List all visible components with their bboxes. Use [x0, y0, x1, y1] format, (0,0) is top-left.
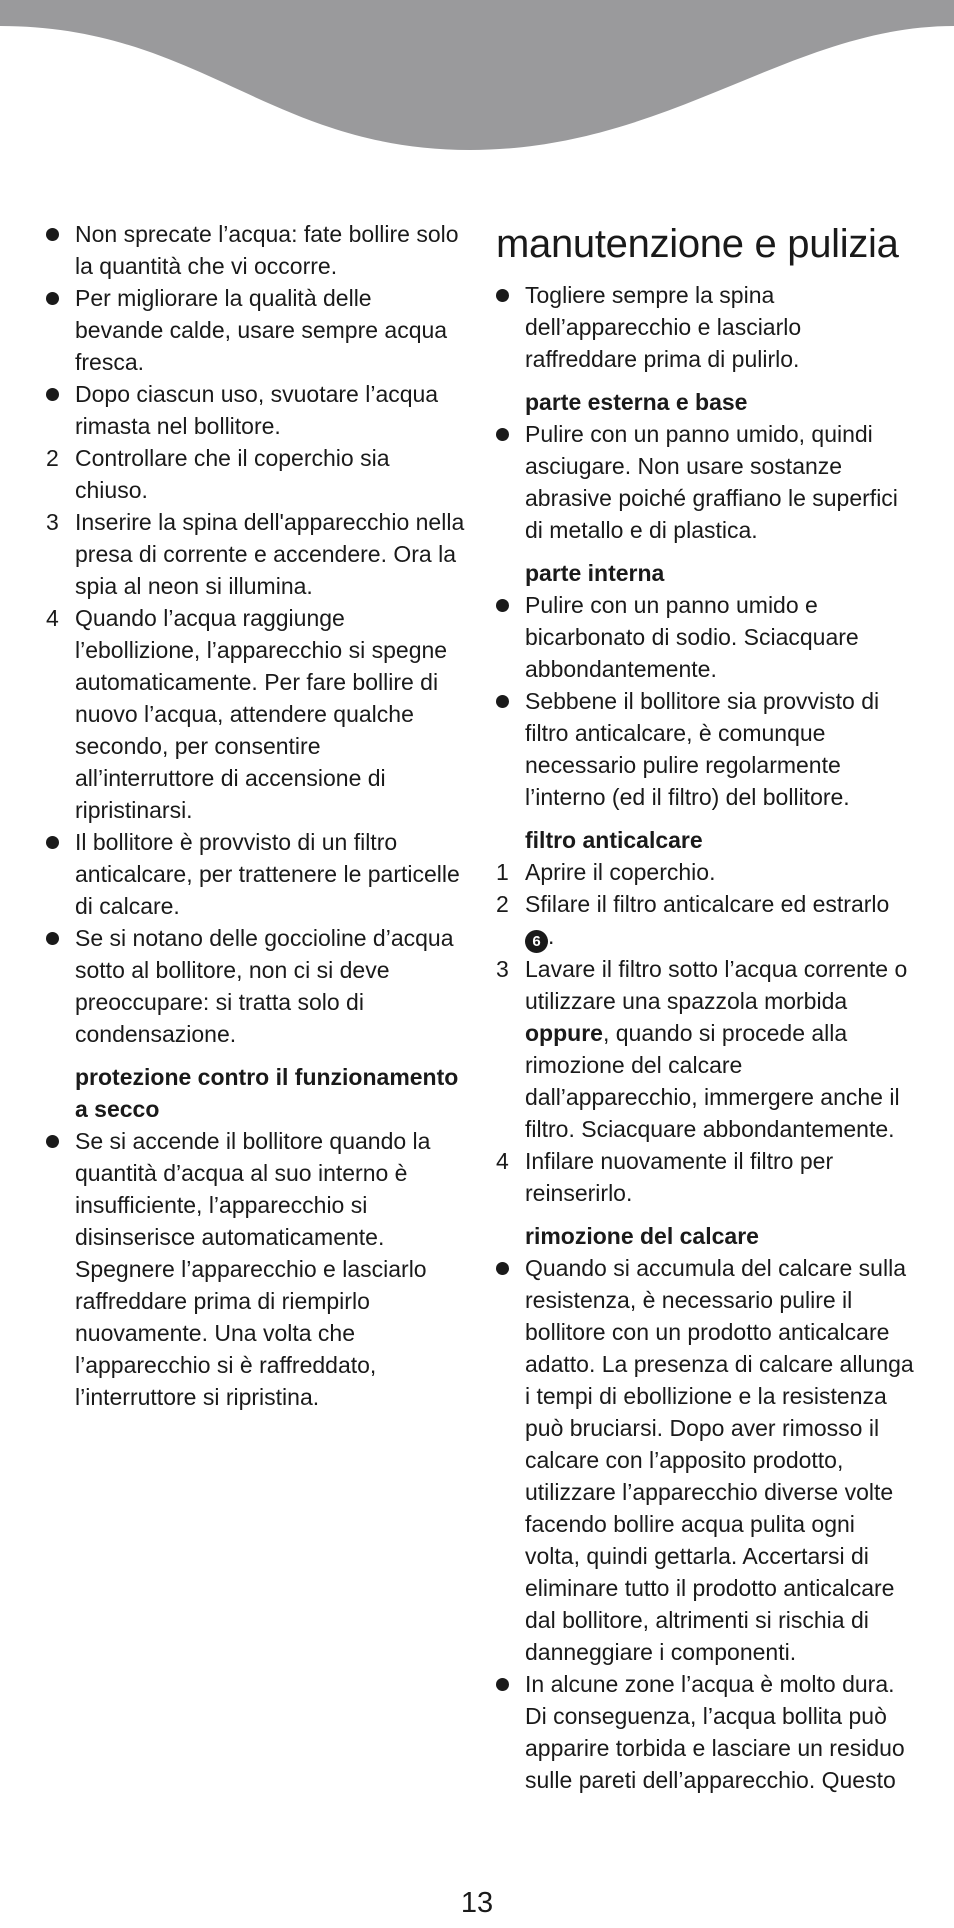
- filter-step-3: [496, 953, 916, 1145]
- step-number: 3: [46, 509, 59, 535]
- filter-step-3-text-post: , quando si procede alla rimozione del calcare dall’apparecchio, immergere anche il filtro. Sciacquare abbondantemente.: [525, 1020, 900, 1142]
- section-title: manutenzione e pulizia: [496, 222, 899, 266]
- page-number: 13: [460, 1887, 494, 1919]
- step-number: 2: [496, 891, 509, 917]
- list-item: [46, 282, 466, 378]
- interior-item-2: [496, 685, 916, 813]
- step-number: 2: [46, 445, 59, 471]
- dry-boil-item: [46, 1125, 466, 1413]
- step-number: 4: [496, 1148, 509, 1174]
- period: .: [548, 923, 555, 949]
- list-item: [46, 922, 466, 1050]
- filter-step-2: [496, 888, 916, 953]
- filter-step-1-text: Aprire il coperchio.: [525, 859, 716, 885]
- list-item-text: Per migliorare la qualità delle bevande calde, usare sempre acqua fresca.: [75, 285, 448, 375]
- header-wave-shape: [0, 0, 954, 150]
- descale-item-2: [496, 1668, 916, 1796]
- list-item: [46, 378, 466, 442]
- right-column: [496, 218, 916, 1796]
- filter-heading: filtro anticalcare: [525, 827, 703, 853]
- dry-boil-text: Se si accende il bollitore quando la quantità d’acqua al suo interno è insufficiente, l’apparecchio si disinserisce automaticamente. Spegnere l’apparecchio e lasciarlo raffreddare prima di riempirlo nuovamente. Una volta che l’apparecchio si è raffreddato, l’interruttore si ripristina.: [75, 1128, 431, 1410]
- list-item-text: Quando l’acqua raggiunge l’ebollizione, l’apparecchio si spegne automaticamente. Per fare bollire di nuovo l’acqua, attendere qualche secondo, per consentire all’interruttore di accensione di ripristinarsi.: [75, 605, 448, 823]
- step-number: 1: [496, 859, 509, 885]
- intro-text: Togliere sempre la spina dell’apparecchio e lasciarlo raffreddare prima di pulirlo.: [525, 282, 802, 372]
- descale-item-1: [496, 1252, 916, 1668]
- list-item-text: Non sprecate l’acqua: fate bollire solo la quantità che vi occorre.: [75, 221, 459, 279]
- exterior-heading: parte esterna e base: [525, 389, 748, 415]
- descale-heading: rimozione del calcare: [525, 1223, 759, 1249]
- step-number: 3: [496, 956, 509, 982]
- filter-step-1: [496, 856, 916, 888]
- descale-text-1: Quando si accumula del calcare sulla resistenza, è necessario pulire il bollitore con un prodotto anticalcare adatto. La presenza di calcare allunga i tempi di ebollizione e la resistenza può bruciarsi. Dopo aver rimosso il calcare con l’apposito prodotto, utilizzare l’apparecchio diverse volte facendo bollire acqua pulita ogni volta, quindi gettarla. Accertarsi di eliminare tutto il prodotto anticalcare dal bollitore, altrimenti si rischia di danneggiare i componenti.: [525, 1255, 914, 1665]
- interior-text-1: Pulire con un panno umido e bicarbonato di sodio. Sciacquare abbondantemente.: [525, 592, 859, 682]
- interior-heading: parte interna: [525, 560, 665, 586]
- filter-step-4: [496, 1145, 916, 1209]
- list-item: [46, 826, 466, 922]
- dry-boil-heading: protezione contro il funzionamento a secco: [75, 1064, 459, 1122]
- figure-ref-icon: 6: [525, 930, 548, 953]
- list-item-text: Controllare che il coperchio sia chiuso.: [75, 445, 390, 503]
- list-item-text: Il bollitore è provvisto di un filtro anticalcare, per trattenere le particelle di calcare.: [75, 829, 460, 919]
- list-item-text: Se si notano delle goccioline d’acqua sotto al bollitore, non ci si deve preoccupare: si tratta solo di condensazione.: [75, 925, 454, 1047]
- filter-step-3-text-pre: Lavare il filtro sotto l’acqua corrente o utilizzare una spazzola morbida: [525, 956, 908, 1014]
- list-item: [46, 218, 466, 282]
- exterior-text: Pulire con un panno umido, quindi asciugare. Non usare sostanze abrasive poiché graffiano le superfici di metallo e di plastica.: [525, 421, 898, 543]
- intro-item: [496, 279, 916, 375]
- list-item-text: Dopo ciascun uso, svuotare l’acqua rimasta nel bollitore.: [75, 381, 439, 439]
- list-item: [46, 506, 466, 602]
- filter-step-4-text: Infilare nuovamente il filtro per reinserirlo.: [525, 1148, 834, 1206]
- left-item-list: [46, 218, 466, 1050]
- list-item: [46, 602, 466, 826]
- filter-step-3-bold: oppure: [525, 1020, 603, 1046]
- step-number: 4: [46, 605, 59, 631]
- descale-text-2: In alcune zone l’acqua è molto dura. Di conseguenza, l’acqua bollita può apparire torbida e lasciare un residuo sulle pareti dell’apparecchio. Questo: [525, 1671, 905, 1793]
- list-item-text: Inserire la spina dell'apparecchio nella presa di corrente e accendere. Ora la spia al neon si illumina.: [75, 509, 465, 599]
- header-wave: [0, 0, 954, 160]
- left-column: [46, 218, 466, 1413]
- exterior-item: [496, 418, 916, 546]
- filter-step-2-text: Sfilare il filtro anticalcare ed estrarlo: [525, 891, 890, 917]
- interior-text-2: Sebbene il bollitore sia provvisto di filtro anticalcare, è comunque necessario pulire regolarmente l’interno (ed il filtro) del bollitore.: [525, 688, 880, 810]
- interior-item-1: [496, 589, 916, 685]
- list-item: [46, 442, 466, 506]
